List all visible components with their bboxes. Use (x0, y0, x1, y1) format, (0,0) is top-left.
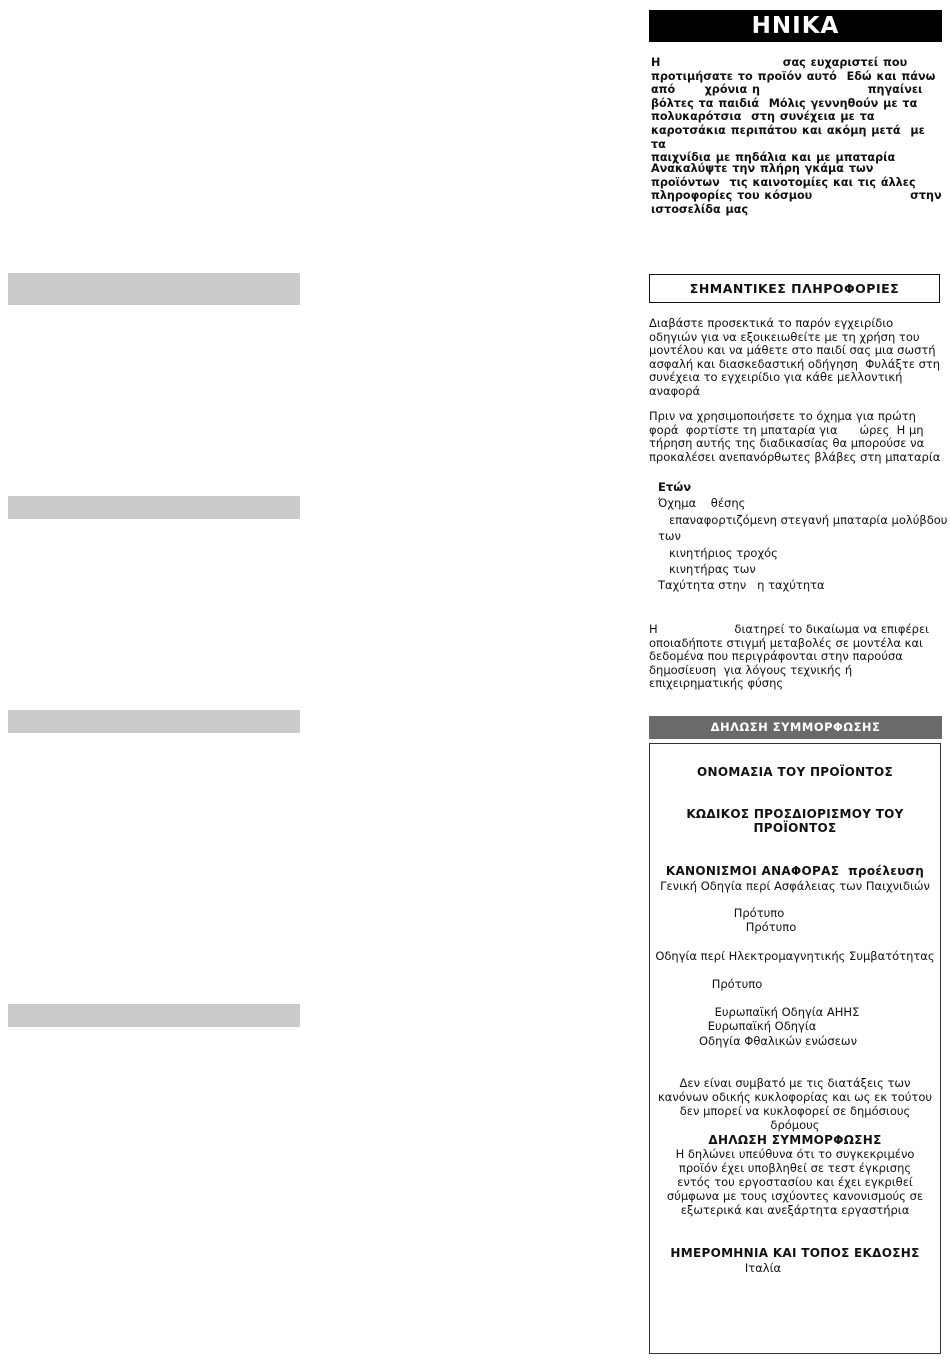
spec-seats: Όχημα θέσης (658, 496, 746, 511)
spec-speed: Ταχύτητα στην η ταχύτητα (658, 578, 825, 593)
spec-battery: επαναφορτιζόμενη στεγανή μπαταρία μολύβδου (658, 512, 948, 527)
eu-directive: Ευρωπαϊκή Οδηγία (707, 1019, 817, 1033)
emc-directive: Οδηγία περί Ηλεκτρομαγνητικής Συμβατότητας (655, 949, 935, 963)
place-of-issue: Ιταλία (744, 1261, 782, 1275)
product-code-label-cont: ΠΡΟΪΟΝΤΟΣ (753, 821, 837, 835)
phthalates-directive: Οδηγία Φθαλικών ενώσεων (699, 1034, 857, 1048)
spec-motor: κινητήρας των (658, 561, 756, 576)
product-name-label: ΟΝΟΜΑΣΙΑ ΤΟΥ ΠΡΟΪΟΝΤΟΣ (697, 765, 893, 779)
intro-paragraph: Η σας ευχαριστεί που προτιμήσατε το προϊόν αυτό Εδώ και πάνω από χρόνια η πηγαίνει βόλτες τα παιδιά Μόλις γεννηθούν με τα πολυκαρότσια στη συνέχεια με τα καροτσάκια περιπάτου και ακόμη μετά με τα παιχνίδια με πηδάλια και με μπαταρία (651, 56, 936, 165)
regulations-heading: ΚΑΝΟΝΙΣΜΟΙ ΑΝΑΦΟΡΑΣ προέλευση (665, 864, 925, 878)
spec-drive-wheel: κινητήριος τροχός (658, 545, 778, 560)
important-info-heading: ΣΗΜΑΝΤΙΚΕΣ ΠΛΗΡΟΦΟΡΙΕΣ (649, 274, 940, 303)
spec-age: Ετών (658, 480, 692, 494)
spec-battery-unit: των (658, 529, 681, 544)
declaration-heading-bar: ΔΗΛΩΣΗ ΣΥΜΜΟΡΦΩΣΗΣ (649, 716, 942, 739)
standard-2: Πρότυπο (745, 920, 797, 934)
section-bar-3 (8, 710, 300, 733)
section-bar-2 (8, 496, 300, 519)
product-code-label: ΚΩΔΙΚΟΣ ΠΡΟΣΔΙΟΡΙΣΜΟΥ ΤΟΥ (686, 807, 904, 821)
declaration-box (649, 743, 941, 1354)
toy-safety-directive: Γενική Οδηγία περί Ασφάλειας των Παιχνιδιών (660, 879, 930, 893)
section-bar-1 (8, 273, 300, 305)
road-use-note: Δεν είναι συμβατό με τις διατάξεις των κανόνων οδικής κυκλοφορίας και ως εκ τούτου δεν μπορεί να κυκλοφορεί σε δημόσιους δρόμους (657, 1076, 933, 1132)
rohs-directive: Ευρωπαϊκή Οδηγία ΑΗΗΣ (714, 1005, 860, 1019)
technical-specs (658, 479, 948, 594)
website-paragraph: Ανακαλύψτε την πλήρη γκάμα των προϊόντων τις καινοτομίες και τις άλλες πληροφορίες του κόσμου στην ιστοσελίδα μας (651, 162, 942, 216)
standard-1: Πρότυπο (733, 906, 785, 920)
date-place-heading: ΗΜΕΡΟΜΗΝΙΑ ΚΑΙ ΤΟΠΟΣ ΕΚΔΟΣΗΣ (670, 1246, 920, 1260)
manual-instructions-paragraph: Διαβάστε προσεκτικά το παρόν εγχειρίδιο οδηγιών για να εξοικειωθείτε με τη χρήση του μοντέλου και να μάθετε στο παιδί σας μια σωστή ασφαλή και διασκεδαστική οδήγηση Φυλάξτε στη συνέχεια το εγχειρίδιο για κάθε μελλοντική αναφορά (649, 316, 941, 398)
section-bar-4 (8, 1004, 300, 1027)
rights-reserved-paragraph: Η διατηρεί το δικαίωμα να επιφέρει οποιαδήποτε στιγμή μεταβολές σε μοντέλα και δεδομένα που περιγράφονται στην παρούσα δημοσίευση για λόγους τεχνικής ή επιχειρηματικής φύσης (649, 622, 930, 690)
conformity-heading: ΔΗΛΩΣΗ ΣΥΜΜΟΡΦΩΣΗΣ (708, 1133, 882, 1147)
page-title: ΗΝΙΚΑ (649, 10, 942, 42)
standard-3: Πρότυπο (711, 977, 763, 991)
battery-charge-paragraph: Πριν να χρησιμοποιήσετε το όχημα για πρώτη φορά φορτίστε τη μπαταρία για ώρες Η μη τήρηση αυτής της διαδικασίας θα μπορούσε να προκαλέσει ανεπανόρθωτες βλάβες στη μπαταρία (649, 409, 941, 464)
conformity-text: Η δηλώνει υπεύθυνα ότι το συγκεκριμένο προϊόν έχει υποβληθεί σε τεστ έγκρισης εντός του εργοστασίου και έχει εγκριθεί σύμφωνα με τους ισχύοντες κανονισμούς σε εξωτερικά και ανεξάρτητα εργαστήρια (666, 1147, 924, 1217)
